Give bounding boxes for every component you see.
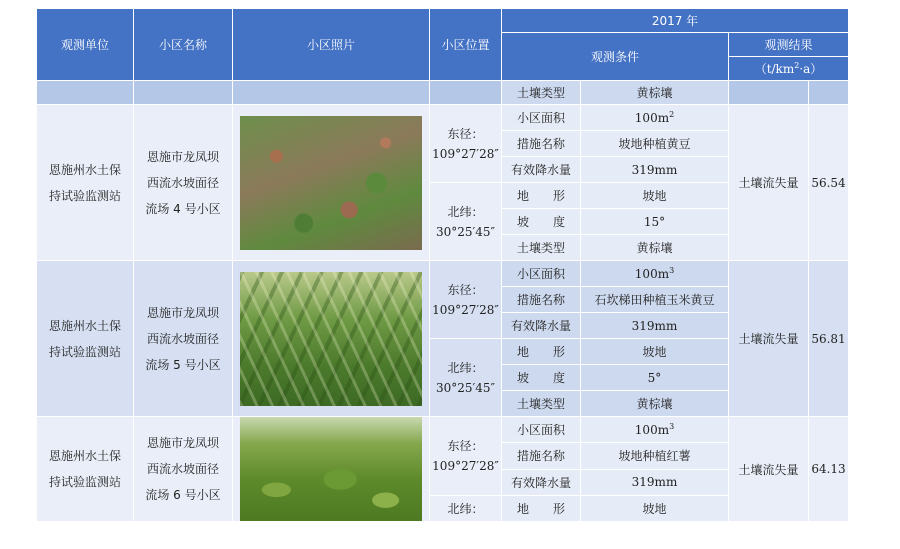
condition-label: 小区面积 — [502, 417, 581, 443]
blank-cell — [134, 81, 233, 105]
condition-value: 石坎梯田种植玉米黄豆 — [581, 287, 729, 313]
plot-photo — [233, 105, 430, 261]
condition-value: 坡地 — [581, 495, 729, 521]
condition-value: 坡地 — [581, 339, 729, 365]
plot-name: 恩施市龙凤坝 西流水坡面径 流场 4 号小区 — [134, 105, 233, 261]
header-result: 观测结果 — [729, 33, 849, 57]
condition-value: $100m^3$ — [581, 261, 729, 287]
header-year: 2017 年 — [502, 9, 849, 33]
condition-label: 坡 度 — [502, 365, 581, 391]
blank-cell — [729, 81, 809, 105]
plot-photo — [233, 261, 430, 417]
condition-value: 黄棕壤 — [581, 391, 729, 417]
condition-value: $100m^3$ — [581, 417, 729, 443]
condition-value: 坡地种植黄豆 — [581, 131, 729, 157]
condition-label: 地 形 — [502, 495, 581, 521]
header-conditions: 观测条件 — [502, 33, 729, 81]
condition-label: 土壤类型 — [502, 81, 581, 105]
header-location: 小区位置 — [430, 9, 502, 81]
result-value: 56.81 — [809, 261, 849, 417]
east-coordinate: 东径： 109°27′28″ — [430, 261, 502, 339]
condition-value: 319mm — [581, 469, 729, 495]
blank-cell — [37, 81, 134, 105]
condition-label: 措施名称 — [502, 287, 581, 313]
north-coordinate: 北纬： — [430, 495, 502, 521]
result-value: 56.54 — [809, 105, 849, 261]
blank-cell — [809, 81, 849, 105]
condition-label: 地 形 — [502, 183, 581, 209]
station-name: 恩施州水土保 持试验监测站 — [37, 105, 134, 261]
blank-cell — [233, 81, 430, 105]
condition-label: 小区面积 — [502, 105, 581, 131]
condition-label: 措施名称 — [502, 131, 581, 157]
plot-4-photo — [240, 116, 422, 250]
condition-label: 小区面积 — [502, 261, 581, 287]
condition-value: 黄棕壤 — [581, 235, 729, 261]
monitoring-table — [36, 8, 849, 522]
result-label: 土壤流失量 — [729, 105, 809, 261]
north-coordinate: 北纬： 30°25′45″ — [430, 183, 502, 261]
condition-label: 有效降水量 — [502, 313, 581, 339]
result-value: 64.13 — [809, 417, 849, 522]
plot-5-photo — [240, 272, 422, 406]
header-photo: 小区照片 — [233, 9, 430, 81]
result-label: 土壤流失量 — [729, 417, 809, 522]
north-coordinate: 北纬： 30°25′45″ — [430, 339, 502, 417]
station-name: 恩施州水土保 持试验监测站 — [37, 261, 134, 417]
result-label: 土壤流失量 — [729, 261, 809, 417]
plot-name: 恩施市龙凤坝 西流水坡面径 流场 6 号小区 — [134, 417, 233, 522]
blank-cell — [430, 81, 502, 105]
condition-value: 黄棕壤 — [581, 81, 729, 105]
header-result-unit: $(t/km^2\cdot a)$ — [729, 57, 849, 81]
condition-label: 坡 度 — [502, 209, 581, 235]
condition-label: 土壤类型 — [502, 235, 581, 261]
header-unit: 观测单位 — [37, 9, 134, 81]
east-coordinate: 东径： 109°27′28″ — [430, 417, 502, 496]
condition-label: 有效降水量 — [502, 157, 581, 183]
condition-label: 措施名称 — [502, 443, 581, 469]
plot-6-photo — [240, 417, 422, 521]
condition-value: $100m^2$ — [581, 105, 729, 131]
header-plot-name: 小区名称 — [134, 9, 233, 81]
condition-value: 坡地种植红薯 — [581, 443, 729, 469]
east-coordinate: 东径： 109°27′28″ — [430, 105, 502, 183]
condition-value: 5° — [581, 365, 729, 391]
station-name: 恩施州水土保 持试验监测站 — [37, 417, 134, 522]
plot-name: 恩施市龙凤坝 西流水坡面径 流场 5 号小区 — [134, 261, 233, 417]
plot-photo — [233, 417, 430, 522]
condition-value: 319mm — [581, 313, 729, 339]
condition-value: 319mm — [581, 157, 729, 183]
condition-value: 15° — [581, 209, 729, 235]
condition-value: 坡地 — [581, 183, 729, 209]
condition-label: 地 形 — [502, 339, 581, 365]
condition-label: 有效降水量 — [502, 469, 581, 495]
condition-label: 土壤类型 — [502, 391, 581, 417]
